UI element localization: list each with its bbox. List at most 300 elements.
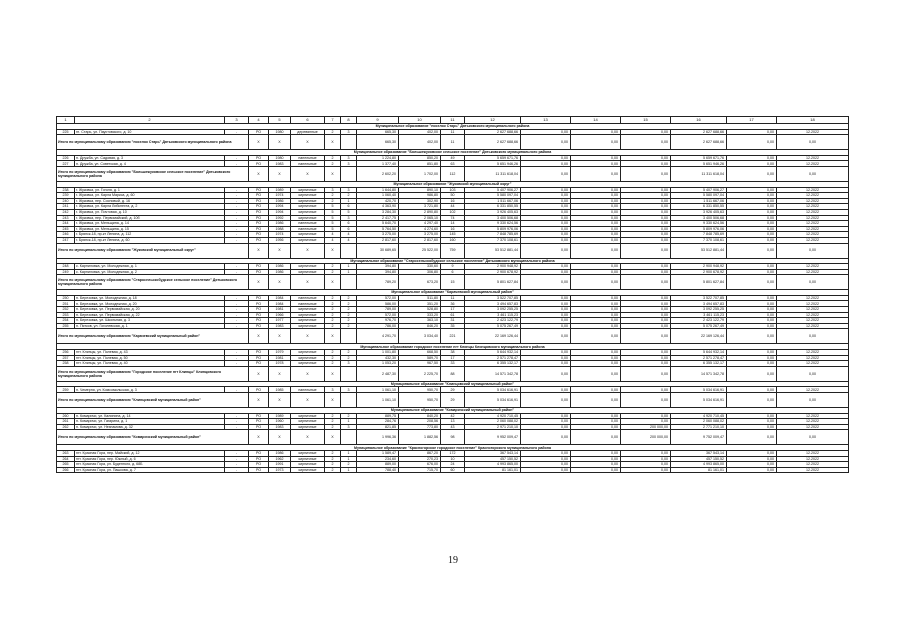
table-cell: 60: [441, 467, 465, 473]
table-cell: 2: [325, 361, 341, 367]
table-cell: 2: [341, 462, 357, 468]
table-cell: г. Жуковка, ул. Мельщина, д. 15: [75, 226, 225, 232]
municipality-title: Муниципальное образование "Комаричский муниципальный район": [57, 408, 849, 414]
table-cell: 2: [325, 301, 341, 307]
table-cell: кирпичные: [291, 413, 325, 419]
table-cell: 12.2022: [777, 161, 849, 167]
table-cell: 3 092 255,25: [671, 307, 727, 313]
subtotal-cell: 2 602,20: [357, 166, 399, 181]
table-cell: 12.2022: [777, 193, 849, 199]
subtotal-cell: X: [249, 329, 269, 344]
table-cell: панельные: [291, 295, 325, 301]
table-cell: 3 461 115,23: [671, 312, 727, 318]
table-cell: пгт. Красная Гора, пер. Майский, д. 12: [75, 450, 225, 456]
table-cell: -: [225, 424, 249, 430]
table-cell: 3: [341, 361, 357, 367]
subtotal-cell: 0,00: [777, 166, 849, 181]
table-cell: 50: [441, 193, 465, 199]
subtotal-row: [57, 430, 849, 445]
table-cell: 0,00: [621, 323, 671, 329]
subtotal-cell: X: [249, 393, 269, 408]
subtotal-label: Итого по муниципальному образованию "Карачевский муниципальный район": [57, 329, 249, 344]
table-cell: 6: [341, 204, 357, 210]
table-cell: 0,00: [621, 318, 671, 324]
table-cell: 950,70: [399, 387, 441, 393]
table-cell: пгт. Красная Гора, ул. Буденного, д. 68Б: [75, 462, 225, 468]
subtotal-cell: 200 000,00: [621, 430, 671, 445]
table-cell: кирпичные: [291, 419, 325, 425]
table-cell: 12.2022: [777, 129, 849, 135]
table-cell: пгт. Клинцы, ул. Полевая, д. 50: [75, 355, 225, 361]
subtotal-cell: 0,00: [571, 430, 621, 445]
subtotal-row: [57, 366, 849, 381]
table-cell: 81 161,01: [671, 467, 727, 473]
column-number: 1: [57, 117, 75, 124]
table-cell: п. Березовка, ул. Первомайская, д. 20: [75, 307, 225, 313]
table-cell: 12.2022: [777, 350, 849, 356]
subtotal-cell: 112: [441, 166, 465, 181]
table-cell: 0,00: [521, 318, 571, 324]
table-cell: 5 659 671,76: [465, 155, 521, 161]
table-cell: 5 644 932,14: [671, 350, 727, 356]
subtotal-cell: 0,00: [521, 275, 571, 290]
subtotal-row: [57, 329, 849, 344]
table-cell: 12.2022: [777, 209, 849, 215]
table-cell: 0,00: [621, 307, 671, 313]
table-cell: 0,00: [571, 204, 621, 210]
table-cell: 2 900 948,92: [465, 264, 521, 270]
table-cell: 889,75: [357, 413, 399, 419]
subtotal-cell: 0,00: [727, 393, 777, 408]
subtotal-cell: X: [269, 393, 291, 408]
table-cell: панельные: [291, 221, 325, 227]
table-cell: 2: [325, 419, 341, 425]
table-cell: 0,00: [571, 193, 621, 199]
table-cell: 0,00: [727, 467, 777, 473]
table-cell: пгт. Клинцы, ул. Полевая, д. 40: [75, 361, 225, 367]
subtotal-cell: 0,00: [727, 166, 777, 181]
table-cell: -: [225, 355, 249, 361]
table-cell: 367 543,14: [465, 450, 521, 456]
table-cell: 3: [341, 129, 357, 135]
table-cell: 1 224,80: [357, 155, 399, 161]
subtotal-cell: X: [325, 135, 341, 150]
table-cell: п. Комаричи, ул. Незнамова, д. 32: [75, 424, 225, 430]
table-cell: 0,00: [621, 198, 671, 204]
table-cell: 0,00: [571, 269, 621, 275]
table-cell: п. Чемерня, ул. Комсомольская, д. 3: [75, 387, 225, 393]
table-cell: РО: [249, 387, 269, 393]
table-cell: -: [225, 318, 249, 324]
table-cell: 200 000,00: [621, 424, 671, 430]
table-cell: 242: [57, 209, 75, 215]
table-cell: 12.2022: [777, 413, 849, 419]
table-cell: 0,00: [571, 301, 621, 307]
table-cell: 3: [325, 387, 341, 393]
table-cell: 6: [341, 221, 357, 227]
table-cell: 0,00: [521, 424, 571, 430]
table-cell: РО: [249, 323, 269, 329]
table-cell: 247: [57, 237, 75, 243]
table-cell: п. Березовка, ул. Первомайская, д. 22: [75, 312, 225, 318]
table-cell: 12.2022: [777, 307, 849, 313]
table-cell: 0,00: [727, 209, 777, 215]
subtotal-cell: X: [249, 275, 269, 290]
subtotal-cell: X: [325, 366, 341, 381]
table-cell: 0,00: [521, 232, 571, 238]
subtotal-cell: X: [325, 243, 341, 258]
table-cell: 3 275,00: [399, 232, 441, 238]
table-cell: 12.2022: [777, 264, 849, 270]
subtotal-cell: 0,00: [777, 329, 849, 344]
table-cell: 0,00: [571, 467, 621, 473]
table-cell: 1985: [269, 387, 291, 393]
table-cell: г. Жуковка, ул. Карла Маркса, д. 60: [75, 193, 225, 199]
table-cell: 0,00: [571, 307, 621, 313]
table-cell: 260: [57, 413, 75, 419]
table-cell: 250: [57, 295, 75, 301]
table-cell: 1 511 667,06: [671, 198, 727, 204]
table-cell: 241: [57, 204, 75, 210]
table-cell: 0,00: [727, 355, 777, 361]
table-cell: 0,00: [621, 419, 671, 425]
table-cell: 0,00: [621, 467, 671, 473]
subtotal-cell: X: [269, 135, 291, 150]
column-number: 13: [521, 117, 571, 124]
table-cell: 394,80: [357, 264, 399, 270]
subtotal-row: [57, 275, 849, 290]
table-cell: 0,00: [727, 350, 777, 356]
table-cell: -: [225, 467, 249, 473]
table-cell: 306,80: [399, 269, 441, 275]
table-cell: 511,80: [399, 295, 441, 301]
table-cell: -: [225, 312, 249, 318]
table-cell: 1981: [269, 307, 291, 313]
table-cell: кирпичные: [291, 350, 325, 356]
table-cell: 0,00: [521, 462, 571, 468]
table-cell: 2: [325, 413, 341, 419]
table-cell: 2: [325, 424, 341, 430]
subtotal-cell: 0,00: [777, 275, 849, 290]
table-cell: 0,00: [571, 323, 621, 329]
table-cell: 2 900 948,92: [671, 264, 727, 270]
table-cell: 1986: [269, 198, 291, 204]
subtotal-cell: 0,00: [727, 275, 777, 290]
table-cell: 5 407 906,27: [465, 187, 521, 193]
table-cell: пгт. Клинцы, ул. Полевая, д. 43: [75, 350, 225, 356]
table-cell: 3 926 405,63: [671, 209, 727, 215]
table-cell: -: [225, 269, 249, 275]
subtotal-cell: X: [325, 329, 341, 344]
table-cell: 246: [57, 232, 75, 238]
table-cell: кирпичные: [291, 323, 325, 329]
column-number: 15: [621, 117, 671, 124]
table-cell: панельные: [291, 226, 325, 232]
table-cell: 1 377,40: [357, 161, 399, 167]
table-cell: 2: [325, 161, 341, 167]
table-cell: 12.2022: [777, 456, 849, 462]
table-cell: 0,00: [621, 209, 671, 215]
subtotal-cell: 221: [441, 329, 465, 344]
table-cell: 225: [57, 129, 75, 135]
table-cell: 11: [441, 129, 465, 135]
table-cell: 1989: [269, 187, 291, 193]
table-cell: РО: [249, 424, 269, 430]
table-cell: 5 640,70: [357, 221, 399, 227]
table-cell: 1986: [269, 450, 291, 456]
table-cell: 265: [57, 462, 75, 468]
table-cell: п. Пятков, ул. Гоголевская, д. 1: [75, 323, 225, 329]
table-cell: 12.2022: [777, 221, 849, 227]
subtotal-cell: X: [269, 430, 291, 445]
table-cell: 4 297,40: [399, 221, 441, 227]
table-cell: 0,00: [727, 204, 777, 210]
table-cell: г. Жуковка, пер. Первомайский, д. 10б: [75, 215, 225, 221]
table-cell: 14: [441, 221, 465, 227]
table-cell: 0,00: [571, 226, 621, 232]
table-cell: п. Березовка, ул. Молодежная, д. 18: [75, 295, 225, 301]
subtotal-cell: X: [325, 430, 341, 445]
table-cell: 5 809 976,06: [671, 226, 727, 232]
subtotal-cell: 29: [441, 393, 465, 408]
table-cell: 0,00: [621, 187, 671, 193]
subtotal-cell: [341, 166, 357, 181]
table-cell: 2: [325, 264, 341, 270]
subtotal-cell: X: [269, 243, 291, 258]
subtotal-cell: X: [291, 243, 325, 258]
table-cell: 0,00: [621, 226, 671, 232]
table-cell: 1983: [269, 424, 291, 430]
subtotal-cell: [341, 135, 357, 150]
table-cell: РО: [249, 269, 269, 275]
table-cell: 0,00: [727, 161, 777, 167]
table-cell: г. Брянск-18, пр-кт Ленина, д. 112: [75, 232, 225, 238]
table-cell: кирпичные: [291, 237, 325, 243]
subtotal-cell: 0,00: [727, 430, 777, 445]
table-cell: 1980: [269, 155, 291, 161]
table-cell: 2 817,60: [399, 237, 441, 243]
table-cell: 0,00: [571, 361, 621, 367]
table-cell: 0,00: [727, 307, 777, 313]
table-body: [57, 117, 849, 473]
table-cell: 251: [57, 301, 75, 307]
subtotal-cell: 0,00: [571, 366, 621, 381]
table-cell: 3: [341, 424, 357, 430]
table-cell: 0,00: [571, 295, 621, 301]
table-cell: 227: [57, 161, 75, 167]
table-cell: 3 721,80: [399, 204, 441, 210]
table-cell: 0,00: [571, 232, 621, 238]
table-cell: 0,00: [521, 350, 571, 356]
subtotal-cell: 5 801 627,84: [465, 275, 521, 290]
table-cell: 16: [441, 226, 465, 232]
table-cell: РО: [249, 312, 269, 318]
table-cell: 1956: [269, 237, 291, 243]
table-cell: п. Березовка, ул. Школьная, д. 3: [75, 318, 225, 324]
subtotal-cell: 950,70: [399, 393, 441, 408]
table-cell: -: [225, 301, 249, 307]
subtotal-cell: X: [291, 430, 325, 445]
subtotal-cell: 0,00: [621, 329, 671, 344]
municipality-title: Муниципальное образование "Карачевский муниципальный район": [57, 290, 849, 296]
table-cell: 12.2022: [777, 387, 849, 393]
table-cell: г. Жуковка, ул. Гоголя, д. 1: [75, 187, 225, 193]
table-cell: 0,00: [571, 350, 621, 356]
table-cell: 4: [325, 232, 341, 238]
table-cell: 0,00: [621, 355, 671, 361]
subtotal-label: Итого по муниципальному образованию "Большежуковское сельское поселение" Дятьковского муниципального района: [57, 166, 249, 181]
subtotal-cell: X: [291, 275, 325, 290]
table-cell: 255: [57, 323, 75, 329]
table-cell: 2: [341, 307, 357, 313]
table-cell: -: [225, 221, 249, 227]
table-cell: 12.2022: [777, 198, 849, 204]
table-cell: -: [225, 232, 249, 238]
table-cell: 2: [325, 318, 341, 324]
table-cell: 17: [441, 307, 465, 313]
table-cell: кирпичные: [291, 424, 325, 430]
subtotal-label: Итого по муниципальному образованию "Городское поселение пгт Клинцы" Клинцовского муниципального района: [57, 366, 249, 381]
table-cell: -: [225, 350, 249, 356]
table-cell: 2: [325, 462, 341, 468]
table-cell: 0,00: [621, 215, 671, 221]
table-cell: 0,00: [571, 237, 621, 243]
column-number: 14: [571, 117, 621, 124]
table-cell: кирпичные: [291, 312, 325, 318]
municipality-title: Муниципальное образование "Красногорское городское поселение" Красногорского муниципального района: [57, 445, 849, 451]
table-cell: 258: [57, 361, 75, 367]
subtotal-cell: 1 061,10: [357, 393, 399, 408]
table-cell: панельные: [291, 155, 325, 161]
table-cell: 2 060 088,02: [465, 419, 521, 425]
table-cell: 9 330 624,56: [465, 221, 521, 227]
table-cell: 1: [341, 450, 357, 456]
subtotal-cell: 0,00: [621, 243, 671, 258]
table-cell: 0,00: [727, 413, 777, 419]
table-cell: 0,00: [727, 215, 777, 221]
table-cell: 1991: [269, 462, 291, 468]
table-cell: 0,00: [727, 361, 777, 367]
table-cell: -: [225, 456, 249, 462]
subtotal-cell: [341, 393, 357, 408]
table-cell: 1 001,80: [357, 350, 399, 356]
table-cell: 7 848 785,69: [465, 232, 521, 238]
table-cell: 9 330 624,56: [671, 221, 727, 227]
subtotal-cell: 0,00: [727, 243, 777, 258]
table-cell: 9: [441, 264, 465, 270]
table-cell: 7 370 108,61: [671, 237, 727, 243]
subtotal-cell: 0,00: [621, 166, 671, 181]
table-cell: кирпичные: [291, 264, 325, 270]
subtotal-cell: 0,00: [571, 135, 621, 150]
table-cell: кирпичные: [291, 467, 325, 473]
table-cell: РО: [249, 226, 269, 232]
table-cell: 3 092 255,25: [465, 307, 521, 313]
subtotal-cell: 0,00: [777, 366, 849, 381]
table-cell: 0,00: [521, 419, 571, 425]
table-cell: 665,30: [357, 129, 399, 135]
table-cell: 890,10: [399, 187, 441, 193]
subtotal-cell: X: [291, 329, 325, 344]
table-cell: 333,20: [399, 312, 441, 318]
table-cell: РО: [249, 355, 269, 361]
table-cell: кирпичные: [291, 462, 325, 468]
table-cell: 0,00: [621, 301, 671, 307]
table-cell: 0,00: [521, 161, 571, 167]
table-cell: 0,00: [571, 155, 621, 161]
subtotal-row: [57, 166, 849, 181]
table-cell: 270,23: [399, 456, 441, 462]
table-cell: кирпичные: [291, 204, 325, 210]
municipality-title: Муниципальное образование "поселок Старь" Дятьковского муниципального района: [57, 124, 849, 130]
table-cell: 3: [341, 161, 357, 167]
table-cell: 12.2022: [777, 323, 849, 329]
table-cell: 160: [441, 237, 465, 243]
table-cell: 256: [57, 350, 75, 356]
table-cell: пгт. Красная Гора, пер. Южный, д. 6: [75, 456, 225, 462]
table-cell: 254: [57, 318, 75, 324]
table-cell: 0,00: [621, 456, 671, 462]
table-cell: панельные: [291, 387, 325, 393]
table-cell: -: [225, 161, 249, 167]
municipality-title: Муниципальное образование городское поселение пгт Клинцы Клинцовского муниципального района: [57, 344, 849, 350]
subtotal-cell: 0,00: [777, 430, 849, 445]
table-cell: гп. Старь, ул. Паустовского, д. 10: [75, 129, 225, 135]
table-cell: 0,00: [727, 193, 777, 199]
table-cell: 266: [57, 467, 75, 473]
subtotal-cell: [341, 243, 357, 258]
subtotal-cell: X: [249, 166, 269, 181]
table-cell: 0,00: [621, 129, 671, 135]
table-cell: 0,00: [727, 187, 777, 193]
subtotal-label: Итого по муниципальному образованию "Клинцовский муниципальный район": [57, 393, 249, 408]
table-cell: 0,00: [521, 295, 571, 301]
table-cell: 1978: [269, 361, 291, 367]
table-cell: 12.2022: [777, 467, 849, 473]
table-cell: 2: [325, 193, 341, 199]
table-cell: 5 580 097,04: [671, 193, 727, 199]
table-cell: 2: [325, 323, 341, 329]
table-cell: РО: [249, 187, 269, 193]
table-cell: 0,00: [727, 462, 777, 468]
table-cell: 3 400 506,68: [465, 215, 521, 221]
table-cell: 457 150,52: [671, 456, 727, 462]
table-cell: г. Брянск-18, пр-кт Ленина, д. 60: [75, 237, 225, 243]
table-cell: 0,00: [521, 467, 571, 473]
table-cell: 1980: [269, 129, 291, 135]
table-cell: 44: [441, 204, 465, 210]
table-cell: РО: [249, 307, 269, 313]
table-cell: 4: [341, 237, 357, 243]
table-cell: 43: [441, 424, 465, 430]
subtotal-cell: 0,00: [571, 275, 621, 290]
table-cell: 4 993 865,00: [465, 462, 521, 468]
table-cell: 850,20: [399, 155, 441, 161]
table-cell: 1966: [269, 312, 291, 318]
table-cell: 432,30: [357, 355, 399, 361]
table-cell: 2: [325, 155, 341, 161]
table-cell: -: [225, 237, 249, 243]
table-cell: 1986: [269, 264, 291, 270]
table-cell: 0,00: [621, 269, 671, 275]
table-cell: 172: [441, 450, 465, 456]
table-cell: 6 331 850,55: [465, 204, 521, 210]
subtotal-cell: 402,00: [399, 135, 441, 150]
table-cell: 13: [441, 419, 465, 425]
municipality-title: Муниципальное образование "Большежуковское сельское поселение" Дятьковского муниципального района: [57, 150, 849, 156]
table-cell: -: [225, 226, 249, 232]
subtotal-cell: 0,00: [571, 393, 621, 408]
